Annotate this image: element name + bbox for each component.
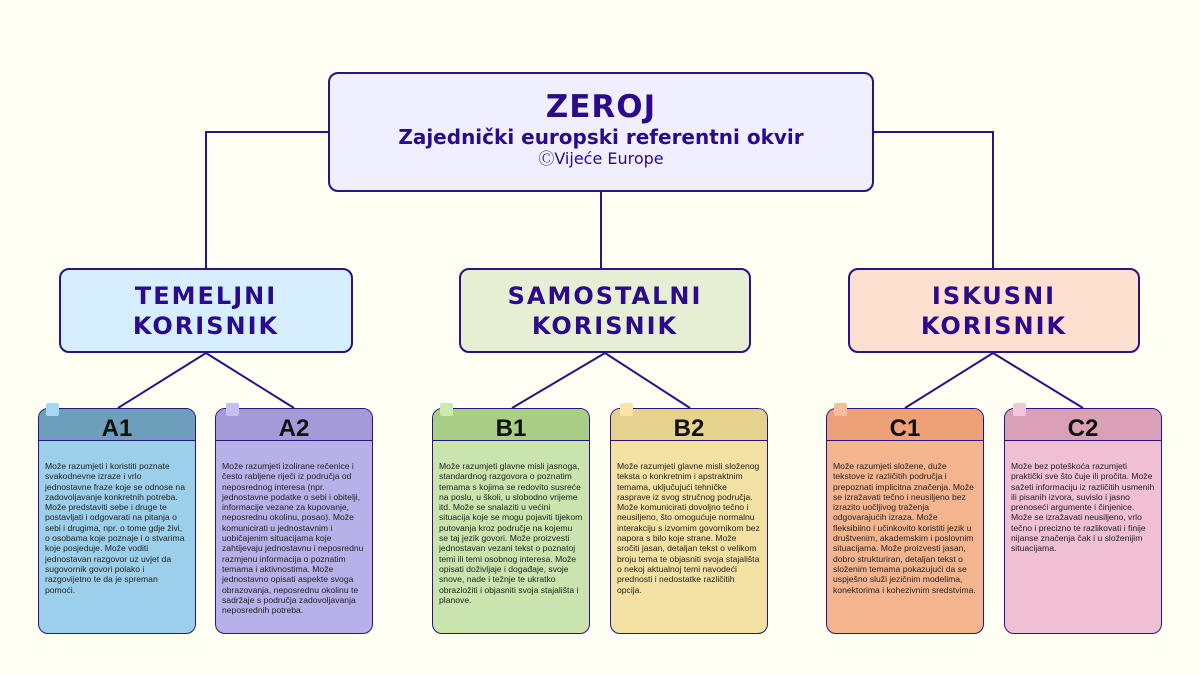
pin-icon [440,403,453,416]
cefr-header-box [328,72,874,192]
category-label: TEMELJNI KORISNIK [132,281,280,340]
level-code: A1 [39,409,195,441]
level-description: Može razumjeti složene, duže tekstove iz različitih područja i prepoznati implicitna značenja. Može se izražavati tečno i neusiljeno bez izrazito uočljivog traženja odgovarajućih izraza. Može fleksibilno i učinkovito koristiti jezik u društvenim, akademskim i poslovnim situacijama. Može proizvesti jasan, dobro strukturiran, detaljan tekst o složenim temama pokazujući da se uspješno služi jezičnim modelima, konektorima i kohezivnim sredstvima. [833,461,976,595]
connector-iskusni-c1 [905,353,993,408]
level-description: Može razumjeti glavne misli jasnoga, standardnog razgovora o poznatim temama s kojima se redovito susreće na poslu, u školi, u slobodno vrijeme itd. Može se snalaziti u većini situacija koje se mogu pojaviti tijekom putovanja kroz područje na kojemu se taj jezik govori. Može proizvesti jednostavan vezani tekst o poznatoj temi ili temi osobnog interesa. Može opisati doživljaje i događaje, svoje snove, nade i težnje te ukratko obrazložiti i objasniti svoja stajališta i planove. [439,461,583,605]
pin-icon [1013,403,1026,416]
pin-icon [620,403,633,416]
copyright-note: ⒸVijeće Europe [538,149,664,168]
connector-temeljni-a1 [118,353,206,408]
level-code: C1 [827,409,983,441]
category-temeljni-korisnik [59,268,353,353]
connector-iskusni-c2 [993,353,1083,408]
level-card-b2 [610,408,768,634]
connector-samostalni-b2 [605,353,690,408]
level-code: B1 [433,409,589,441]
level-description: Može bez poteškoća razumjeti praktički sve što čuje ili pročita. Može sažeti informaciju iz različitih usmenih ili pisanih izvora, suvislo i jasno prenoseći argumente i činjenice. Može se izražavati neusiljeno, vrlo tečno i precizno te razlikovati i finije nijanse značenja čak i u složenijim situacijama. [1011,461,1155,554]
category-samostalni-korisnik [459,268,751,353]
level-description: Može razumjeti i koristiti poznate svakodnevne izraze i vrlo jednostavne fraze koje se odnose na zadovoljavanje konkretnih potreba. Može predstaviti sebe i druge te postavljati i odgovarati na pitanja o sebi i drugima, npr. o tome gdje živi, o osobama koje poznaje i o stvarima koje posjeduje. Može voditi jednostavan razgovor uz uvjet da sugovornik govori polako i razgovijetno te da je spreman pomoći. [45,461,185,595]
pin-icon [834,403,847,416]
level-card-a1 [38,408,196,634]
category-label: SAMOSTALNI KORISNIK [507,281,703,340]
level-code: B2 [611,409,767,441]
level-card-c2 [1004,408,1162,634]
pin-icon [226,403,239,416]
connector-top-right [874,132,993,268]
pin-icon [46,403,59,416]
level-description: Može razumjeti izolirane rečenice i često rabljene riječi iz područja od neposrednog interesa (npr. jednostavne podatke o sebi i obitelji, informacije vezane za kupovanje, neposrednu okolinu, posao). Može komunicirati u jednostavnim i uobičajenim situacijama koje zahtijevaju jednostavnu i neposrednu razmjenu informacija o poznatim temama i aktivnostima. Može jednostavno opisati aspekte svoga obrazovanja, neposrednu okolinu te sadržaje s područja zadovoljavanja neposrednih potreba. [222,461,364,616]
level-card-b1 [432,408,590,634]
connector-temeljni-a2 [206,353,294,408]
level-card-c1 [826,408,984,634]
level-card-a2 [215,408,373,634]
level-description: Može razumjeti glavne misli složenog teksta o konkretnim i apstraktnim temama, uključujući tehničke rasprave iz svog stručnog područja. Može komunicirati dovoljno tečno i neusiljeno, što omogućuje normalnu interakciju s izvornim govornikom bez napora s bilo koje strane. Može sročiti jasan, detaljan tekst o velikom broju tema te objasniti svoja stajališta o nekoj aktualnoj temi navodeći prednosti i nedostatke različitih opcija. [617,461,760,595]
connector-top-left [206,132,328,268]
connector-samostalni-b1 [512,353,605,408]
category-label: ISKUSNI KORISNIK [920,281,1068,340]
level-code: C2 [1005,409,1161,441]
diagram-title: ZEROJ [545,89,657,125]
level-code: A2 [216,409,372,441]
diagram-subtitle: Zajednički europski referentni okvir [398,125,804,149]
category-iskusni-korisnik [848,268,1140,353]
